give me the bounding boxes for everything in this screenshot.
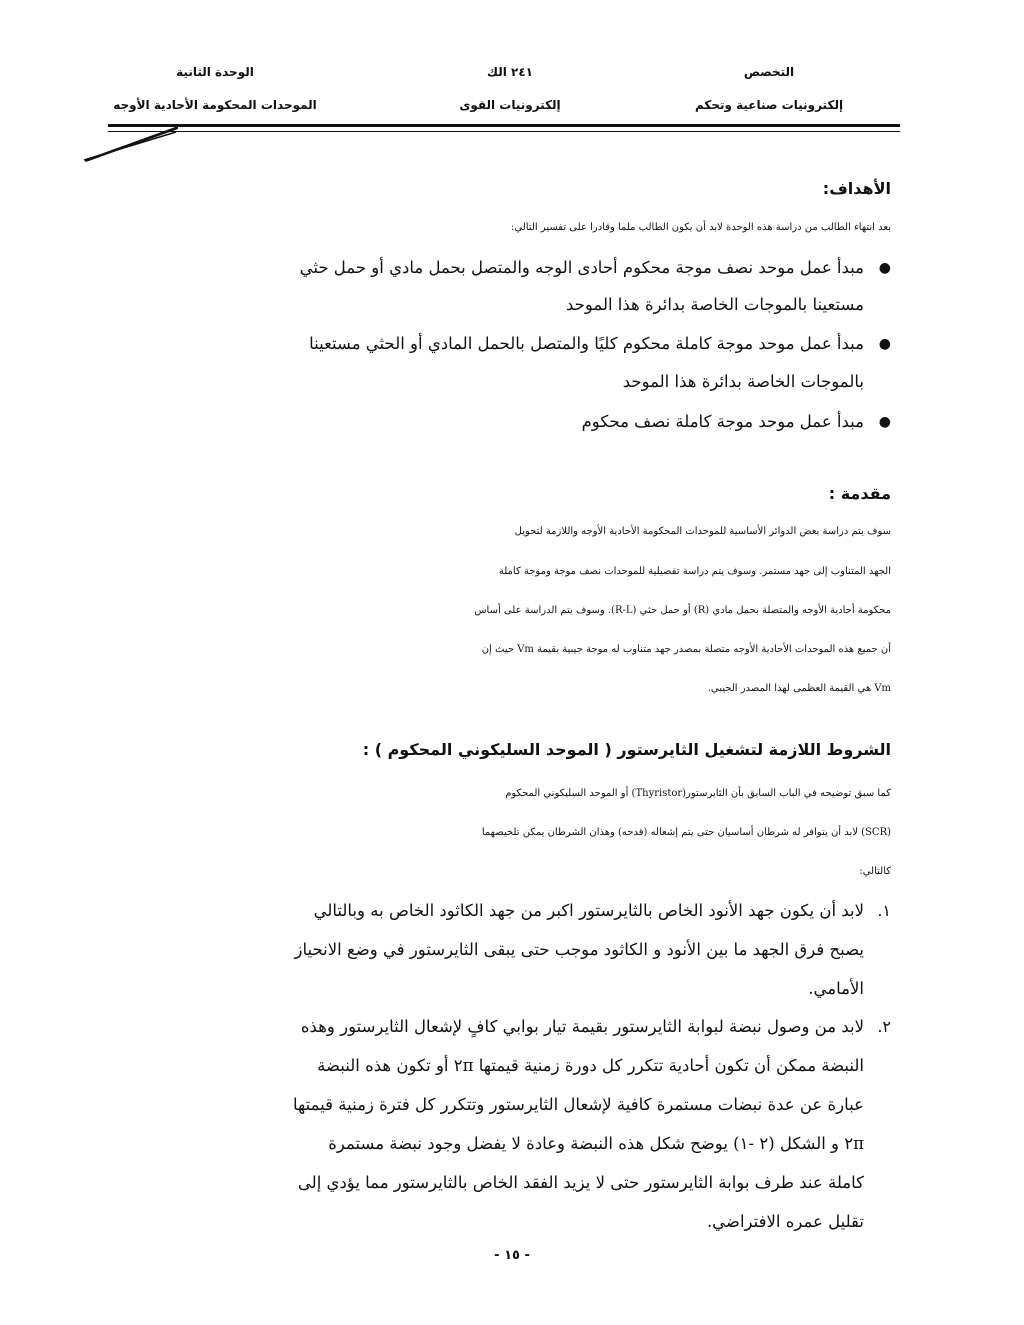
intro-line: سوف يتم دراسة بعض الدوائر الأساسية للموحدات المحكومة الأحادية الأوجه واللازمة لتحويل [514,526,891,537]
header-specialization-value: إلكترونيات صناعية وتحكم [694,98,844,112]
intro-line: محكومة أحادية الأوجه والمتصلة بحمل مادي (R) أو حمل حثي (R-L). وسوف يتم الدراسة على أساس [474,605,891,616]
bullet-icon: ● [878,336,891,352]
condition-number: ٢. [877,1017,891,1036]
condition-line: ٢π و الشكل (٢ -١) يوضح شكل هذه النبضة وعادة لا يفضل وجود نبضة مستمرة [328,1134,864,1153]
intro-heading: مقدمة : [828,484,891,503]
condition-line: النبضة ممكن أن تكون أحادية تتكرر كل دورة زمنية قيمتها ٢π أو تكون هذه النبضة [317,1056,864,1075]
condition-line: كاملة عند طرف بوابة الثايرستور حتى لا يزيد الفقد الخاص بالثايرستور مما يؤدي إلى [297,1173,864,1192]
objectives-intro: بعد انتهاء الطالب من دراسة هذه الوحدة لابد أن يكون الطالب ملما وقادرا على تفسير التالي: [511,222,891,233]
header-specialization-label: التخصص [743,65,795,79]
condition-line: تقليل عمره الافتراضي. [706,1212,864,1231]
objectives-heading: الأهداف: [822,179,891,198]
objective-item: مبدأ عمل موحد موجة كاملة محكوم كليًا والمتصل بالحمل المادي أو الحثي مستعينا [309,334,864,353]
bullet-icon: ● [878,260,891,276]
conditions-line: كالتالي: [859,866,891,877]
header-unit-title: الموحدات المحكومة الأحادية الأوجه [113,98,317,112]
header-rule-thick [108,124,900,127]
conditions-heading: الشروط اللازمة لتشغيل الثايرستور ( الموحد السليكوني المحكوم ) : [362,740,891,759]
condition-line: يصبح فرق الجهد ما بين الأنود و الكاثود موجب حتى يبقى الثايرستور في وضع الانحياز [294,940,864,959]
intro-line: أن جميع هذه الموحدات الأحادية الأوجه متصلة بمصدر جهد متناوب له موجة جيبية بقيمة Vm حيث إن [481,644,891,655]
condition-number: ١. [877,901,891,920]
page-number: - ١٥ - [494,1248,530,1263]
objective-item-continued: مستعينا بالموجات الخاصة بدائرة هذا الموحد [566,295,864,314]
objective-item: مبدأ عمل موحد موجة كاملة نصف محكوم [581,412,864,431]
condition-line: الأمامي. [808,979,864,998]
pen-stroke-icon [80,118,180,166]
conditions-line: كما سبق توضيحه في الباب السابق بأن الثايرستور(Thyristor) أو الموحد السليكوني المحكوم [505,788,891,799]
objective-item-continued: بالموجات الخاصة بدائرة هذا الموحد [622,372,864,391]
header-course-name: إلكترونيات القوى [459,98,561,112]
header-rule-thin [108,131,900,132]
header-course-code: ٢٤١ الك [487,65,533,79]
intro-line: Vm هي القيمة العظمى لهذا المصدر الجيبي. [707,683,891,694]
bullet-icon: ● [878,414,891,430]
intro-line: الجهد المتناوب إلى جهد مستمر. وسوف يتم دراسة تفصيلية للموحدات نصف موجة وموجة كاملة [498,566,891,577]
header-unit-label: الوحدة الثانية [176,65,254,79]
conditions-line: (SCR) لابد أن يتوافر له شرطان أساسيان حتى يتم إشعاله (قدحه) وهذان الشرطان يمكن تلخيصهما [481,827,891,838]
condition-line: عبارة عن عدة نبضات مستمرة كافية لإشعال الثايرستور وتتكرر كل فترة زمنية قيمتها [293,1095,864,1114]
condition-line: لابد من وصول نبضة لبوابة الثايرستور بقيمة تيار بوابي كافٍ لإشعال الثايرستور وهذه [300,1017,864,1036]
condition-line: لابد أن يكون جهد الأنود الخاص بالثايرستور اكبر من جهد الكاثود الخاص به وبالتالي [313,901,864,920]
objective-item: مبدأ عمل موحد نصف موجة محكوم أحادى الوجه والمتصل بحمل مادي أو حمل حثي [299,258,864,277]
